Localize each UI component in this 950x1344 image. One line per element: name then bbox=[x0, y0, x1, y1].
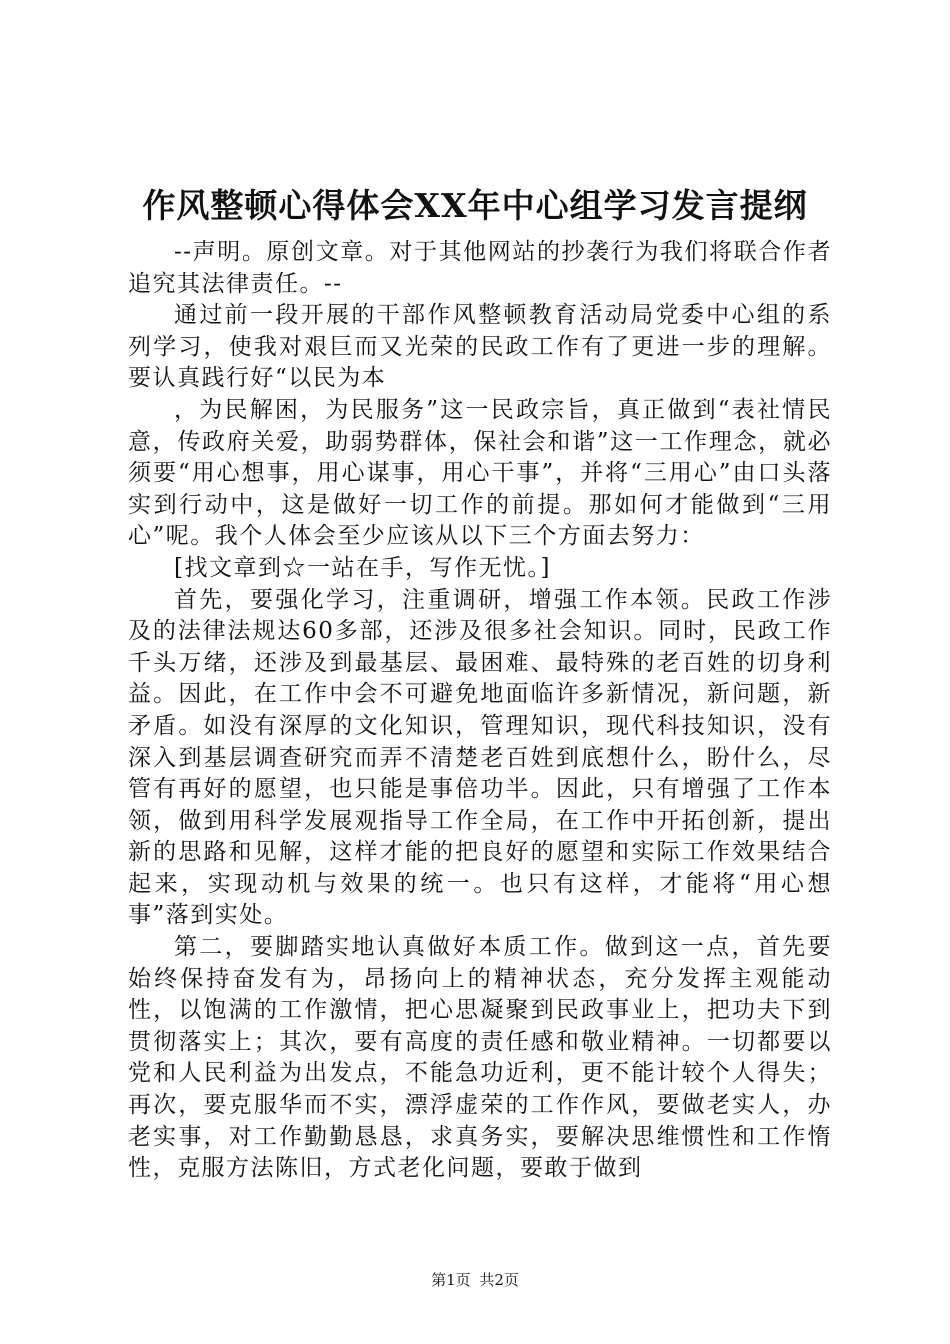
intro-continued-paragraph: ，为民解困，为民服务”这一民政宗旨，真正做到“表社情民意，传政府关爱，助弱势群体，保社会和谐”这一工作理念，就必须要“用心想事，用心谋事，用心干事”，并将“三用心”由口头落实到行动中，这是做好一切工作的前提。那如何才能做到“三用心”呢。我个人体会至少应该从以下三个方面去努力： bbox=[128, 396, 832, 550]
document-body bbox=[128, 237, 832, 1185]
page-number: 第1页 bbox=[431, 1271, 471, 1289]
intro-paragraph: 通过前一段开展的干部作风整顿教育活动局党委中心组的系列学习，使我对艰巨而又光荣的民政工作有了更进一步的理解。要认真践行好“以民为本 bbox=[128, 302, 832, 392]
second-point-paragraph: 第二，要脚踏实地认真做好本质工作。做到这一点，首先要始终保持奋发有为，昂扬向上的精神状态，充分发挥主观能动性，以饱满的工作激情，把心思凝聚到民政事业上，把功夫下到贯彻落实上；其次，要有高度的责任感和敬业精神。一切都要以党和人民利益为出发点，不能急功近利，更不能计较个人得失；再次，要克服华而不实，漂浮虚荣的工作作风，要做老实人，办老实事，对工作勤勤恳恳，求真务实，要解决思维惯性和工作惰性，克服方法陈旧，方式老化问题，要敢于做到 bbox=[128, 934, 832, 1182]
first-point-paragraph: 首先，要强化学习，注重调研，增强工作本领。民政工作涉及的法律法规达60多部，还涉及很多社会知识。同时，民政工作千头万绪，还涉及到最基层、最困难、最特殊的老百姓的切身利益。因此，在工作中会不可避免地面临许多新情况，新问题，新矛盾。如没有深厚的文化知识，管理知识，现代科技知识，没有深入到基层调查研究而弄不清楚老百姓到底想什么，盼什么，尽管有再好的愿望，也只能是事倍功半。因此，只有增强了工作本领，做到用科学发展观指导工作全局，在工作中开拓创新，提出新的思路和见解，这样才能的把良好的愿望和实际工作效果结合起来，实现动机与效果的统一。也只有这样，才能将“用心想事”落到实处。 bbox=[128, 586, 832, 929]
disclaimer-paragraph: --声明。原创文章。对于其他网站的抄袭行为我们将联合作者追究其法律责任。-- bbox=[128, 239, 832, 297]
page-title: 作风整顿心得体会XX年中心组学习发言提纲 bbox=[142, 186, 808, 225]
page-total: 共2页 bbox=[479, 1271, 519, 1289]
bracket-note-paragraph: [找文章到☆一站在手，写作无忧。] bbox=[174, 554, 551, 581]
page-footer bbox=[0, 1270, 950, 1290]
